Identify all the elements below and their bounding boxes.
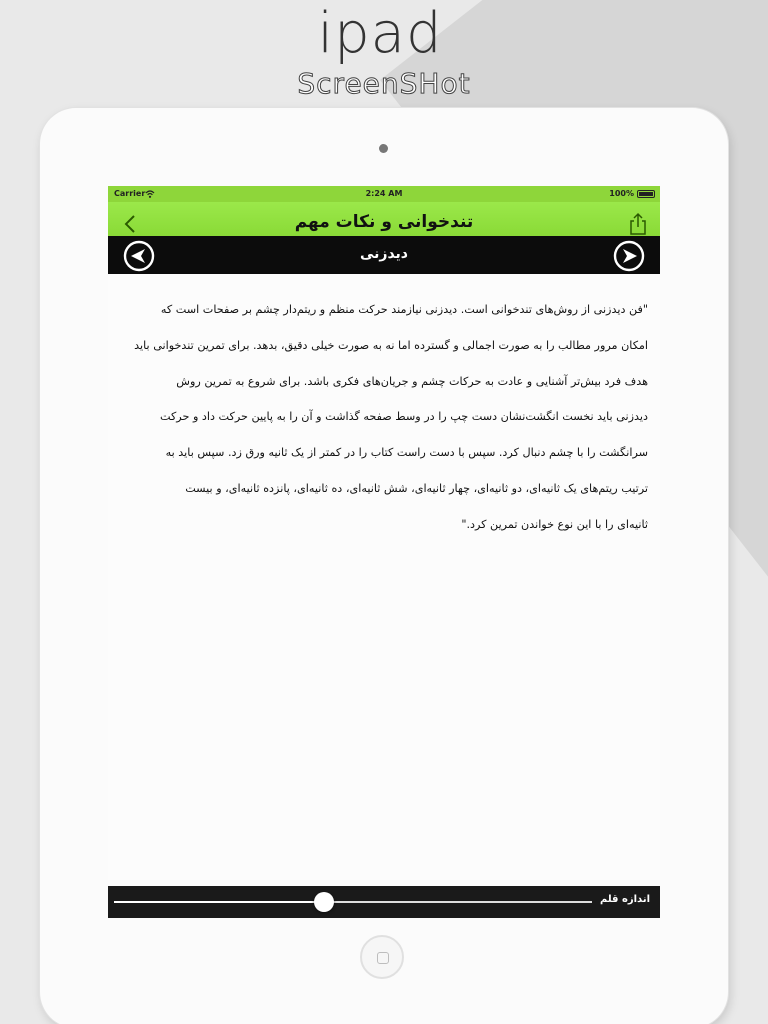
next-button[interactable] — [613, 240, 645, 272]
slider-thumb[interactable] — [314, 892, 334, 912]
status-time: 2:24 AM — [365, 189, 403, 198]
page-title: تندخوانی و نکات مهم — [294, 212, 474, 232]
status-bar — [108, 186, 660, 202]
home-square-icon — [377, 952, 389, 964]
branding — [0, 0, 768, 110]
battery-icon — [637, 190, 655, 198]
font-size-slider[interactable] — [114, 901, 592, 903]
text-line: دیدزنی باید نخست انگشت‌نشان دست چپ را در وسط صفحه گذاشت و آن را به پایین حرکت داد و حرکت — [159, 410, 648, 424]
share-icon[interactable] — [628, 212, 648, 236]
brand-title: ipad — [317, 1, 443, 66]
article-content — [108, 274, 660, 886]
previous-button[interactable] — [123, 240, 155, 272]
home-button[interactable] — [360, 935, 404, 979]
brand-subtitle: ScreenSHot — [297, 67, 471, 100]
font-size-toolbar — [108, 886, 660, 918]
section-header-bar — [108, 236, 660, 274]
text-line: امکان مرور مطالب را به صورت اجمالی و گسترده اما نه به صورت خیلی دقیق، بدهد. برای تمرین تندخوانی باید — [134, 338, 648, 352]
font-size-label: اندازه قلم — [600, 894, 650, 905]
carrier-label: Carrier — [114, 189, 146, 198]
camera-dot — [379, 144, 388, 153]
app-screen — [108, 186, 660, 918]
slider-fill — [114, 901, 324, 903]
text-line: هدف فرد بیش‌تر آشنایی و عادت به حرکات چشم و جریان‌های فکری باشد. برای شروع به تمرین روش — [176, 374, 648, 388]
chevron-left-icon[interactable] — [120, 213, 142, 235]
text-line: ثانیه‌ای را با این نوع خواندن تمرین کرد." — [461, 517, 648, 531]
article-text — [120, 292, 648, 543]
section-title: دیدزنی — [359, 246, 408, 262]
text-line: "فن دیدزنی از روش‌های تندخوانی است. دیدزنی نیازمند حرکت منظم و ریتم‌دار چشم بر صفحات است که — [160, 303, 648, 316]
text-line: سرانگشت را با چشم دنبال کرد. سپس با دست راست کتاب را در کمتر از یک ثانیه ورق زد. سپس باید به — [165, 446, 648, 460]
text-line: ترتیب ریتم‌های یک ثانیه‌ای، دو ثانیه‌ای، چهار ثانیه‌ای، شش ثانیه‌ای، ده ثانیه‌ای، پانزده ثانیه‌ای، و بیست — [185, 481, 648, 495]
battery-percent: 100% — [609, 189, 634, 198]
